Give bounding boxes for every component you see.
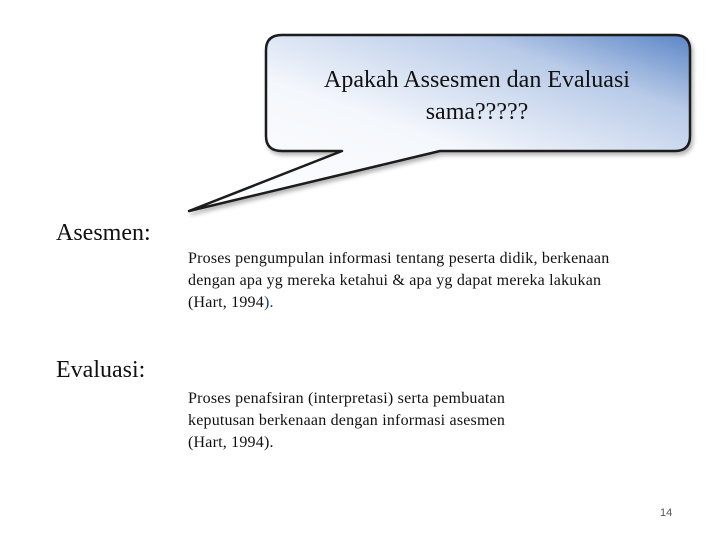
definition-evaluasi [188, 388, 628, 454]
page-number: 14 [660, 507, 673, 519]
callout-question [270, 64, 684, 128]
definition-evaluasi-line-1: Proses penafsiran (interpretasi) serta pembuatan [188, 390, 506, 407]
definition-asesmen-closing: ). [263, 294, 274, 311]
term-asesmen: Asesmen: [56, 220, 151, 246]
definition-evaluasi-line-3: (Hart, 1994). [188, 434, 274, 451]
definition-evaluasi-line-2: keputusan berkenaan dengan informasi asesmen [188, 412, 506, 429]
definition-asesmen-text: Proses pengumpulan informasi tentang peserta didik, berkenaan dengan apa yg mereka ketahui & apa yg dapat mereka lakukan (Hart, 1994 [188, 250, 610, 311]
callout-question-line-1: Apakah Assesmen dan Evaluasi [324, 67, 630, 93]
term-evaluasi: Evaluasi: [56, 357, 146, 383]
definition-asesmen [188, 248, 628, 314]
callout-question-line-2: sama????? [425, 99, 529, 125]
